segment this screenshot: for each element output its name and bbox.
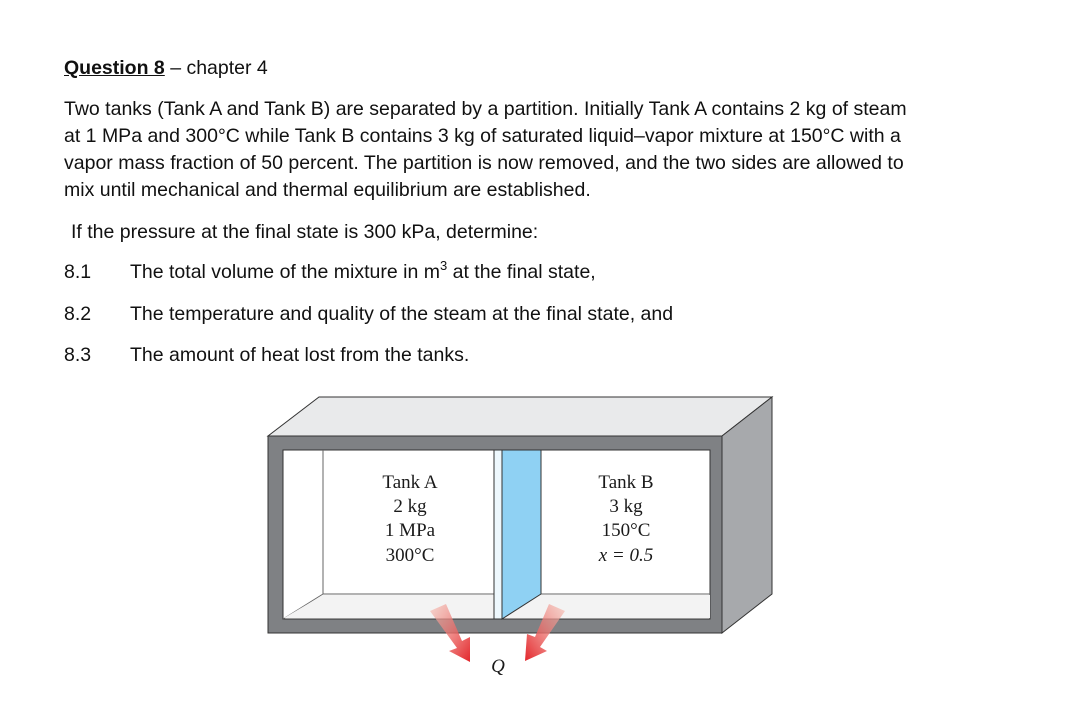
item-number: 8.1 [64, 261, 92, 283]
tank-a-mass: 2 kg [393, 496, 427, 517]
tank-a-label: Tank A [382, 472, 438, 493]
statement-line: Two tanks (Tank A and Tank B) are separated by a partition. Initially Tank A contains 2 kg of steam [64, 98, 907, 120]
question-number: Question 8 [64, 57, 165, 79]
statement-line: mix until mechanical and thermal equilibrium are established. [64, 179, 591, 201]
item-number: 8.3 [64, 344, 92, 366]
item-text-part: at the final state, [447, 261, 596, 283]
tank-a-temperature: 300°C [385, 545, 435, 566]
box-side-face [722, 397, 772, 633]
box-top-face [268, 397, 772, 436]
heat-label: Q [491, 656, 505, 677]
tank-b-temperature: 150°C [601, 520, 651, 541]
tank-b-quality: x = 0.5 [598, 545, 654, 566]
statement-line: vapor mass fraction of 50 percent. The partition is now removed, and the two sides are allowed to [64, 152, 904, 174]
item-number: 8.2 [64, 303, 92, 325]
item-text: The temperature and quality of the steam at the final state, and [130, 303, 674, 325]
tank-b-mass: 3 kg [609, 496, 643, 517]
superscript: 3 [439, 257, 448, 273]
statement-line: at 1 MPa and 300°C while Tank B contains 3 kg of saturated liquid–vapor mixture at 150°C with a [64, 125, 901, 147]
item-text: The amount of heat lost from the tanks. [130, 344, 470, 366]
tank-b-label: Tank B [598, 472, 654, 493]
tank-a-pressure: 1 MPa [384, 520, 436, 541]
question-chapter: – chapter 4 [164, 57, 268, 79]
partition [502, 450, 541, 619]
item-text-part: The total volume of the mixture in m [130, 261, 440, 283]
partition-front [494, 450, 502, 619]
question-intro: If the pressure at the final state is 300 kPa, determine: [71, 221, 539, 243]
